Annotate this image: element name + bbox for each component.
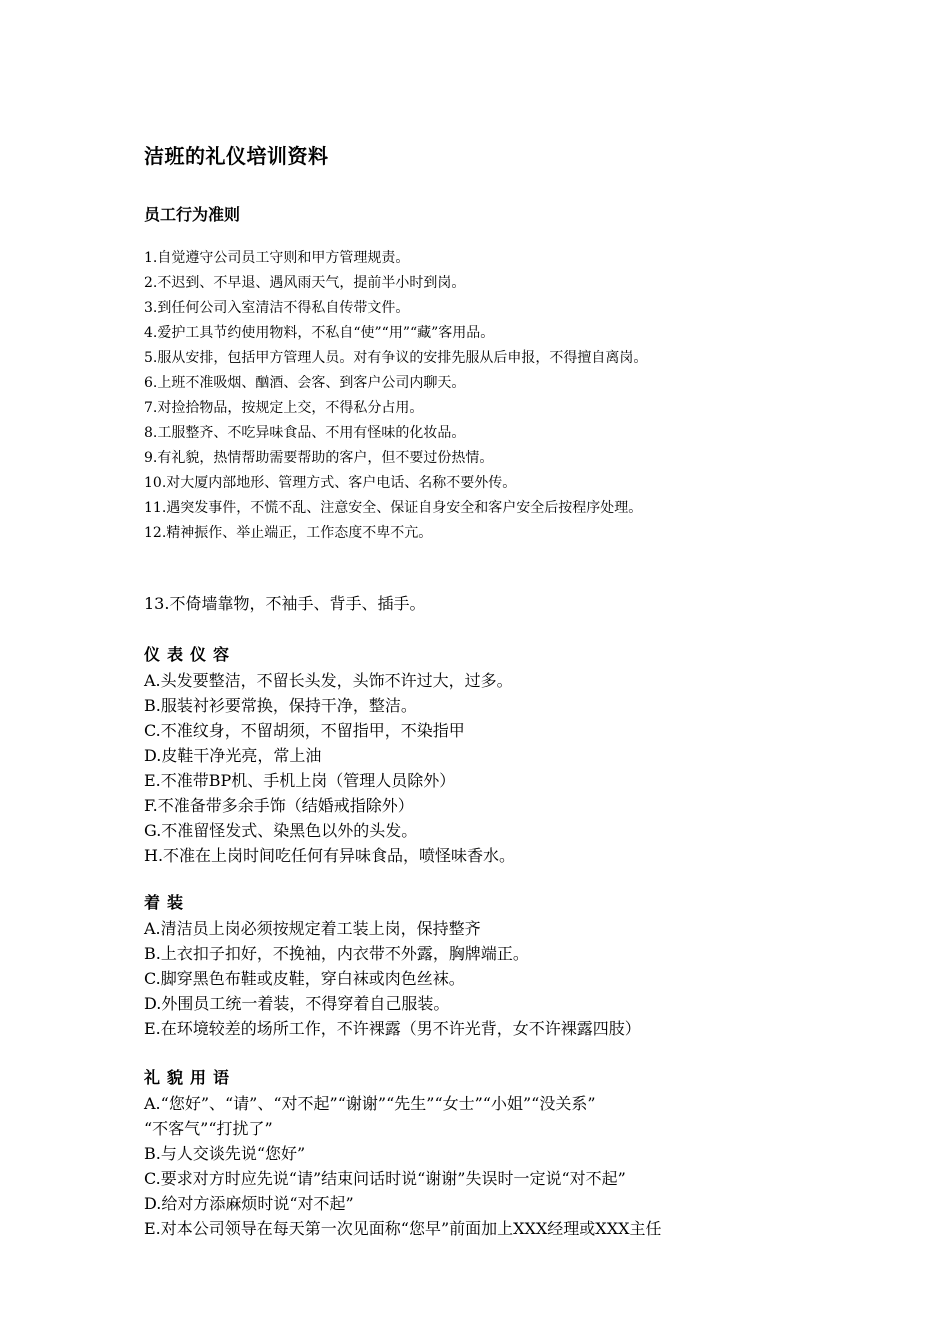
conduct-rule: 3.到任何公司入室清洁不得私自传带文件。 <box>144 300 410 316</box>
polite-language-heading: 礼貌用语 <box>144 1068 237 1087</box>
conduct-rules-list <box>144 246 647 546</box>
appearance-item: E.不准带BP机、手机上岗（管理人员除外） <box>144 771 456 790</box>
conduct-rule: 9.有礼貌，热情帮助需要帮助的客户，但不要过份热情。 <box>144 450 494 466</box>
conduct-rule: 6.上班不准吸烟、酗酒、会客、到客户公司内聊天。 <box>144 375 466 391</box>
conduct-rule: 2.不迟到、不早退、遇风雨天气，提前半小时到岗。 <box>144 275 466 291</box>
dress-item: D.外围员工统一着装，不得穿着自己服装。 <box>144 994 450 1013</box>
polite-item: C.要求对方时应先说“请”结束问话时说“谢谢”失误时一定说“对不起” <box>144 1169 626 1188</box>
appearance-section <box>144 642 515 868</box>
polite-item: B.与人交谈先说“您好” <box>144 1144 306 1163</box>
polite-item: D.给对方添麻烦时说“对不起” <box>144 1194 354 1213</box>
conduct-rule: 8.工服整齐、不吃异味食品、不用有怪味的化妆品。 <box>144 425 466 441</box>
polite-item-continuation: “不客气”“打扰了” <box>144 1119 273 1138</box>
conduct-rule: 4.爱护工具节约使用物料，不私自“使”“用”“藏”客用品。 <box>144 325 495 341</box>
dress-section <box>144 890 641 1041</box>
appearance-item: G.不准留怪发式、染黑色以外的头发。 <box>144 821 418 840</box>
polite-language-section <box>144 1065 661 1241</box>
appearance-heading: 仪表仪容 <box>144 645 237 664</box>
dress-item: E.在环境较差的场所工作，不许裸露（男不许光背，女不许裸露四肢） <box>144 1019 641 1038</box>
dress-item: B.上衣扣子扣好，不挽袖，内衣带不外露，胸牌端正。 <box>144 944 529 963</box>
appearance-item: B.服装衬衫要常换，保持干净，整洁。 <box>144 696 417 715</box>
conduct-heading: 员工行为准则 <box>144 205 241 224</box>
dress-item: A.清洁员上岗必须按规定着工装上岗，保持整齐 <box>144 919 481 938</box>
conduct-rule: 11.遇突发事件，不慌不乱、注意安全、保证自身安全和客户安全后按程序处理。 <box>144 500 643 516</box>
polite-item: E.对本公司领导在每天第一次见面称“您早”前面加上XXX经理或XXX主任 <box>144 1219 662 1238</box>
polite-item: A.“您好”、“请”、“对不起”“谢谢”“先生”“女士”“小姐”“没关系” <box>144 1094 596 1113</box>
dress-heading: 着装 <box>144 893 191 912</box>
polite-language-list <box>144 1091 661 1241</box>
conduct-rule: 12.精神振作、举止端正，工作态度不卑不亢。 <box>144 525 433 541</box>
dress-list <box>144 916 641 1041</box>
appearance-item: H.不准在上岗时间吃任何有异味食品，喷怪味香水。 <box>144 846 516 865</box>
appearance-list <box>144 668 515 868</box>
conduct-rule: 1.自觉遵守公司员工守则和甲方管理规责。 <box>144 250 410 266</box>
document-title: 洁班的礼仪培训资料 <box>144 144 329 168</box>
appearance-item: F.不准备带多余手饰（结婚戒指除外） <box>144 796 414 815</box>
dress-item: C.脚穿黑色布鞋或皮鞋，穿白袜或肉色丝袜。 <box>144 969 465 988</box>
conduct-rule: 10.对大厦内部地形、管理方式、客户电话、名称不要外传。 <box>144 475 517 491</box>
appearance-item: D.皮鞋干净光亮，常上油 <box>144 746 322 765</box>
appearance-item: C.不准纹身，不留胡须，不留指甲，不染指甲 <box>144 721 465 740</box>
conduct-rule-13: 13.不倚墙靠物，不袖手、背手、插手。 <box>144 594 426 613</box>
appearance-item: A.头发要整洁，不留长头发，头饰不许过大，过多。 <box>144 671 513 690</box>
conduct-rule: 5.服从安排，包括甲方管理人员。对有争议的安排先服从后申报，不得擅自离岗。 <box>144 350 648 366</box>
conduct-rule: 7.对捡拾物品，按规定上交，不得私分占用。 <box>144 400 424 416</box>
